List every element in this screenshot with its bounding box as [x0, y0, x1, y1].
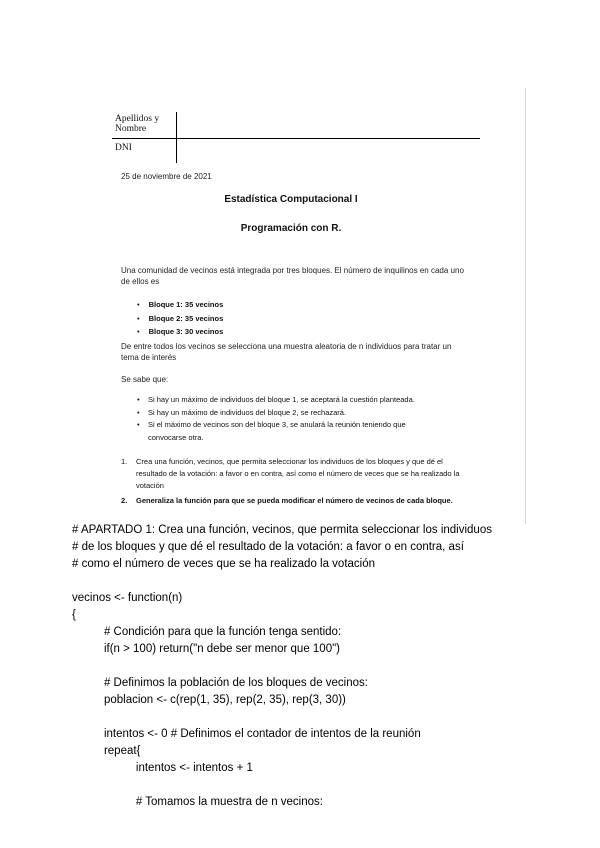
code-block: [72, 522, 592, 811]
task-number: 2.: [121, 496, 128, 505]
code-line: [72, 709, 592, 726]
code-line: # Condición para que la función tenga sentido:: [72, 626, 342, 638]
code-line: repeat{: [72, 745, 141, 757]
code-line: {: [72, 609, 76, 621]
conditions-list: [137, 394, 437, 444]
code-line: if(n > 100) return("n debe ser menor que 100"): [72, 643, 341, 655]
dni-label: DNI: [112, 139, 177, 164]
list-item: • Bloque 2: 35 vecinos: [137, 312, 223, 326]
code-line: vecinos <- function(n): [72, 592, 183, 604]
dni-row: [112, 139, 480, 164]
course-title: Estadística Computacional I: [224, 194, 358, 205]
code-line: # Tomamos la muestra de n vecinos:: [72, 796, 323, 808]
task-item: [121, 456, 463, 492]
task-text: Crea una función, vecinos, que permita seleccionar los individuos de los bloques y que dé el resultado de la votación: a favor o en contra, así como el número de veces que se ha realizado la votación: [136, 457, 460, 490]
code-line: # APARTADO 1: Crea una función, vecinos, que permita seleccionar los individuos: [72, 524, 492, 536]
list-item: • Si hay un máximo de individuos del bloque 2, se rechazará.: [137, 407, 437, 420]
code-line: # como el número de veces que se ha realizado la votación: [72, 558, 376, 570]
exam-subtitle: Programación con R.: [240, 223, 342, 234]
code-line: intentos <- 0 # Definimos el contador de intentos de la reunión: [72, 728, 421, 740]
list-item: • Si hay un máximo de individuos del bloque 1, se aceptará la cuestión planteada.: [137, 394, 437, 407]
list-item: • Bloque 1: 35 vecinos: [137, 298, 223, 312]
code-line: intentos <- intentos + 1: [72, 762, 253, 774]
code-line: # Definimos la población de los bloques de vecinos:: [72, 677, 368, 689]
page-margin-line: [525, 88, 526, 524]
exam-date: 25 de noviembre de 2021: [121, 172, 212, 181]
dni-value: [177, 139, 481, 164]
se-sabe-label: Se sabe que:: [121, 375, 169, 384]
tasks-list: [121, 456, 463, 507]
task-number: 1.: [121, 457, 128, 466]
code-line: [72, 658, 592, 675]
task-text: Generaliza la función para que se pueda modificar el número de vecinos de cada bloque.: [136, 496, 453, 505]
sample-paragraph: De entre todos los vecinos se selecciona una muestra aleatoria de n individuos para tratar un tema de interés: [121, 342, 452, 362]
list-item: • Si el máximo de vecinos son del bloque 3, se anulará la reunión teniendo que convocarse otra.: [137, 419, 437, 444]
blocks-list: [137, 298, 223, 339]
code-line: [72, 573, 592, 590]
code-line: # de los bloques y que dé el resultado de la votación: a favor o en contra, así: [72, 541, 464, 553]
list-item: • Bloque 3: 30 vecinos: [137, 325, 223, 339]
code-line: [72, 777, 592, 794]
intro-paragraph: Una comunidad de vecinos está integrada por tres bloques. El número de inquilinos en cada uno de ellos es: [121, 266, 464, 286]
name-row: [112, 112, 480, 139]
task-item: [121, 495, 463, 507]
name-label: Apellidos y Nombre: [112, 112, 177, 139]
code-line: poblacion <- c(rep(1, 35), rep(2, 35), rep(3, 30)): [72, 694, 346, 706]
name-value: [177, 112, 481, 139]
student-info-table: [112, 112, 480, 163]
